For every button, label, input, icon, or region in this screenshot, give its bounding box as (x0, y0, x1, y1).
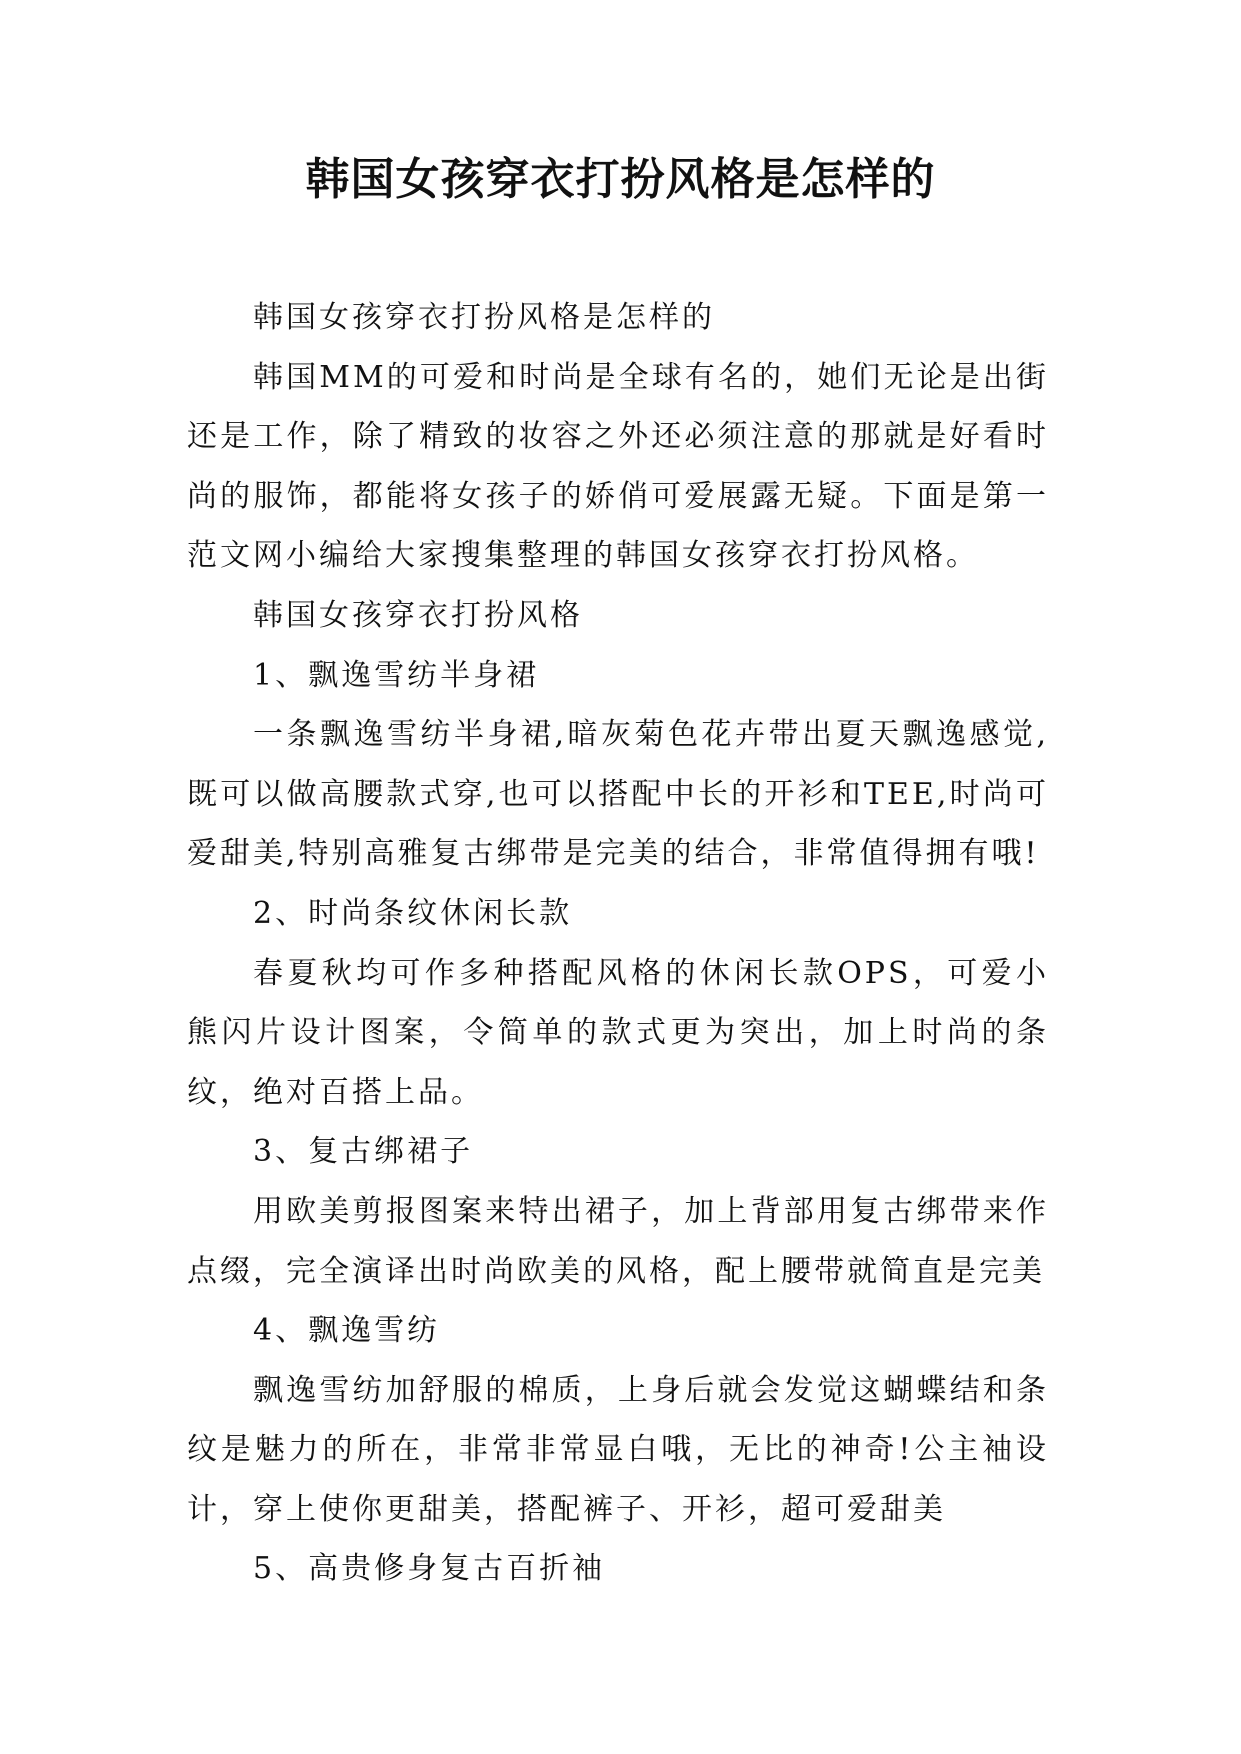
section-heading: 韩国女孩穿衣打扮风格 (253, 597, 583, 633)
list-item-heading: 3、复古绑裙子 (253, 1134, 474, 1170)
body-paragraph: 韩国女孩穿衣打扮风格是怎样的 (253, 300, 715, 335)
list-item-heading: 1、飘逸雪纺半身裙 (253, 657, 540, 693)
body-paragraph: 用欧美剪报图案来特出裙子，加上背部用复古绑带来作点缀，完全演译出时尚欧美的风格，配上腰带就简直是完美 (187, 1193, 1049, 1289)
body-paragraph: 一条飘逸雪纺半身裙,暗灰菊色花卉带出夏天飘逸感觉,既可以做高腰款式穿,也可以搭配中长的开衫和TEE,时尚可爱甜美,特别高雅复古绑带是完美的结合，非常值得拥有哦! (187, 717, 1049, 872)
list-item-heading: 4、飘逸雪纺 (253, 1313, 441, 1349)
body-paragraph: 春夏秋均可作多种搭配风格的休闲长款OPS，可爱小熊闪片设计图案，令简单的款式更为突出，加上时尚的条纹，绝对百搭上品。 (187, 955, 1049, 1110)
body-paragraph: 飘逸雪纺加舒服的棉质，上身后就会发觉这蝴蝶结和条纹是魅力的所在，非常非常显白哦，无比的神奇!公主袖设计，穿上使你更甜美，搭配裤子、开衫，超可爱甜美 (187, 1372, 1049, 1527)
list-item-heading: 2、时尚条纹休闲长款 (253, 895, 573, 931)
body-paragraph: 韩国MM的可爱和时尚是全球有名的，她们无论是出街还是工作，除了精致的妆容之外还必须注意的那就是好看时尚的服饰，都能将女孩子的娇俏可爱展露无疑。下面是第一范文网小编给大家搜集整理的韩国女孩穿衣打扮风格。 (187, 359, 1049, 574)
list-item-heading: 5、高贵修身复古百折袖 (253, 1551, 606, 1587)
document-body (187, 288, 1049, 1599)
document-title: 韩国女孩穿衣打扮风格是怎样的 (305, 154, 936, 205)
